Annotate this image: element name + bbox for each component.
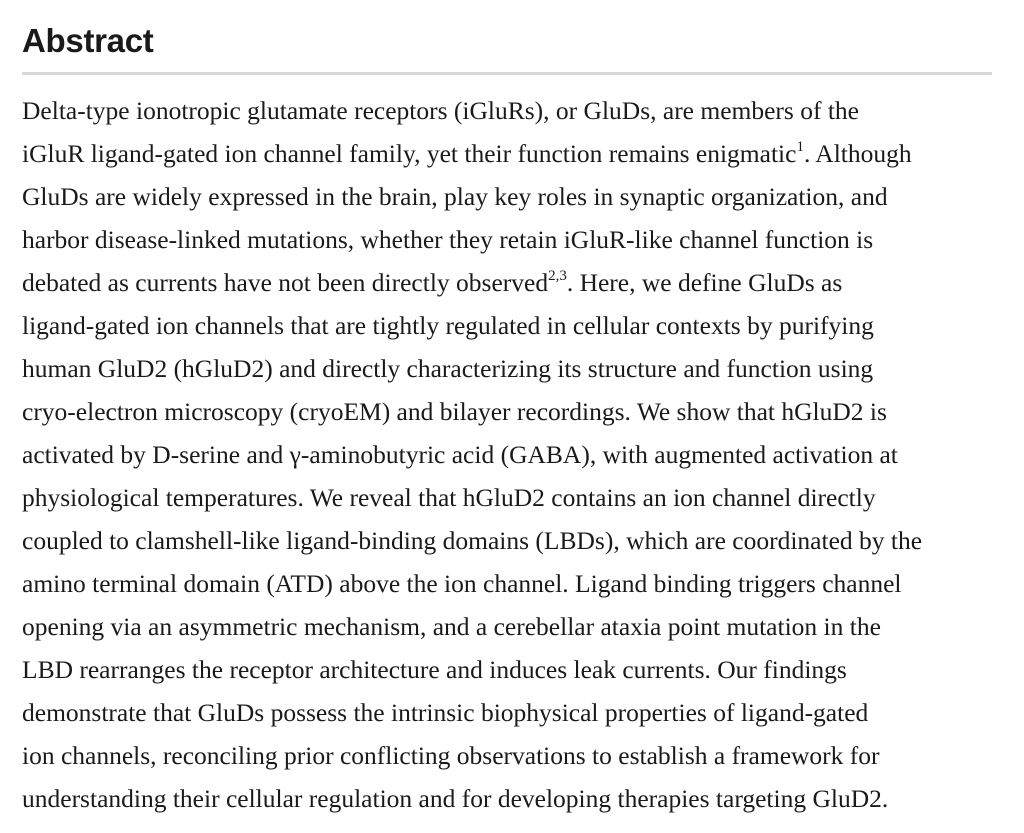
abstract-text: ion channels, reconciling prior conflicting observations to establish a framework for	[22, 741, 880, 770]
abstract-line	[22, 476, 997, 519]
abstract-line	[22, 519, 997, 562]
abstract-text: demonstrate that GluDs possess the intrinsic biophysical properties of ligand-gated	[22, 698, 869, 727]
citation-superscript[interactable]: 1	[796, 138, 804, 155]
abstract-body	[22, 89, 997, 820]
abstract-text: amino terminal domain (ATD) above the ion channel. Ligand binding triggers channel	[22, 569, 902, 598]
abstract-text: coupled to clamshell-like ligand-binding domains (LBDs), which are coordinated by the	[22, 526, 923, 555]
abstract-line	[22, 734, 997, 777]
abstract-line	[22, 175, 997, 218]
abstract-text: cryo-electron microscopy (cryoEM) and bilayer recordings. We show that hGluD2 is	[22, 397, 887, 426]
abstract-line	[22, 648, 997, 691]
abstract-line	[22, 433, 997, 476]
abstract-line	[22, 605, 997, 648]
abstract-line	[22, 89, 997, 132]
abstract-text: . Although	[803, 139, 912, 168]
section-heading: Abstract	[22, 22, 154, 59]
abstract-text: LBD rearranges the receptor architecture and induces leak currents. Our findings	[22, 655, 847, 684]
abstract-text: activated by D-serine and γ-aminobutyric acid (GABA), with augmented activation at	[22, 440, 898, 469]
abstract-line	[22, 132, 997, 175]
abstract-line	[22, 691, 997, 734]
abstract-text: physiological temperatures. We reveal that hGluD2 contains an ion channel directly	[22, 483, 876, 512]
abstract-line	[22, 777, 997, 820]
abstract-line	[22, 218, 997, 261]
abstract-text: iGluR ligand-gated ion channel family, yet their function remains enigmatic	[22, 139, 797, 168]
abstract-text: human GluD2 (hGluD2) and directly characterizing its structure and function using	[22, 354, 874, 383]
citation-superscript[interactable]: 2,3	[548, 267, 567, 284]
abstract-line	[22, 562, 997, 605]
abstract-text: understanding their cellular regulation and for developing therapies targeting GluD2.	[22, 784, 889, 813]
abstract-line	[22, 261, 997, 304]
abstract-text: harbor disease-linked mutations, whether they retain iGluR-like channel function is	[22, 225, 874, 254]
abstract-text: . Here, we define GluDs as	[566, 268, 843, 297]
abstract-text: debated as currents have not been directly observed	[22, 268, 549, 297]
abstract-line	[22, 390, 997, 433]
heading-divider	[22, 72, 992, 75]
abstract-text: GluDs are widely expressed in the brain, play key roles in synaptic organization, and	[22, 182, 888, 211]
abstract-line	[22, 347, 997, 390]
abstract-text: opening via an asymmetric mechanism, and a cerebellar ataxia point mutation in the	[22, 612, 881, 641]
abstract-text: Delta-type ionotropic glutamate receptors (iGluRs), or GluDs, are members of the	[22, 96, 859, 125]
abstract-line	[22, 304, 997, 347]
abstract-text: ligand-gated ion channels that are tightly regulated in cellular contexts by purifying	[22, 311, 874, 340]
